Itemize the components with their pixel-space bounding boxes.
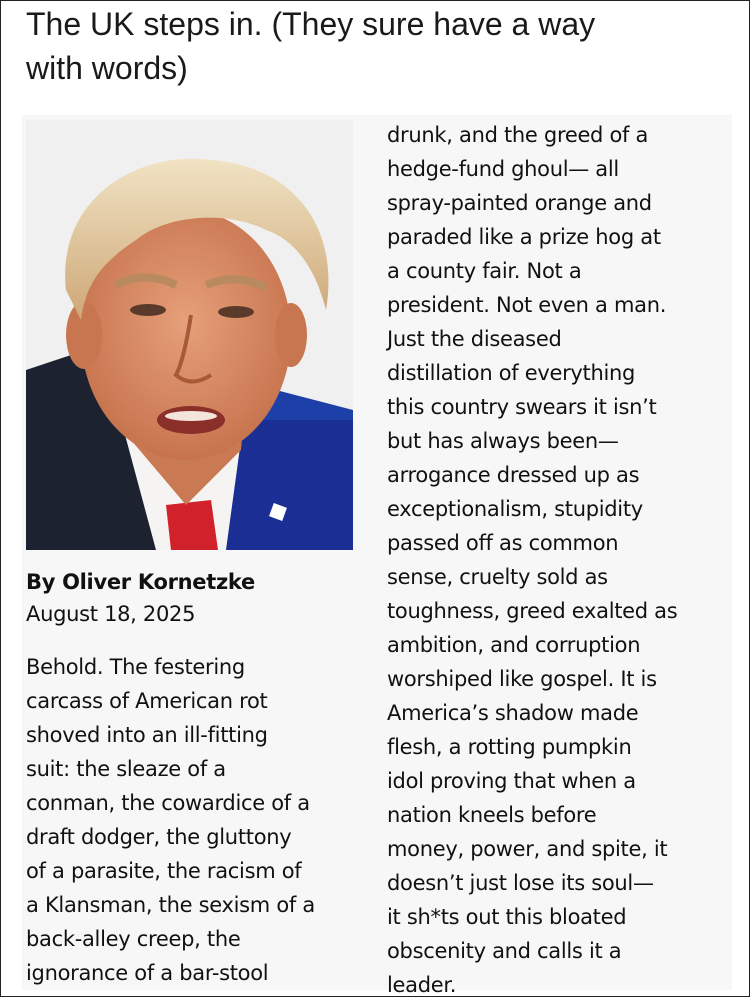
- article-line: nation kneels before: [387, 803, 597, 827]
- article-line: conman, the cowardice of a: [26, 791, 310, 815]
- article-line: spray-painted orange and: [387, 191, 652, 215]
- post-title-line: with words): [26, 50, 188, 86]
- article-line: idol proving that when a: [387, 769, 636, 793]
- publish-date: August 18, 2025: [26, 602, 196, 626]
- portrait-photo: [26, 120, 353, 550]
- article-line: flesh, a rotting pumpkin: [387, 735, 632, 759]
- article-line: of a parasite, the racism of: [26, 859, 302, 883]
- article-column-right: [387, 118, 727, 1002]
- article-line: arrogance dressed up as: [387, 463, 640, 487]
- byline: [26, 566, 255, 630]
- post-title: [26, 2, 726, 90]
- article-line: distillation of everything: [387, 361, 636, 385]
- article-line: passed off as common: [387, 531, 619, 555]
- article-line: ambition, and corruption: [387, 633, 641, 657]
- article-line: suit: the sleaze of a: [26, 757, 226, 781]
- article-column-left: [26, 650, 366, 990]
- article-line: doesn’t just lose its soul—: [387, 871, 654, 895]
- article-line: president. Not even a man.: [387, 293, 667, 317]
- portrait-illustration: [26, 120, 353, 550]
- article-line: draft dodger, the gluttony: [26, 825, 292, 849]
- article-line: a Klansman, the sexism of a: [26, 893, 315, 917]
- article-line: America’s shadow made: [387, 701, 639, 725]
- article-line: obscenity and calls it a: [387, 939, 622, 963]
- article-line: it sh*ts out this bloated: [387, 905, 627, 929]
- article-line: toughness, greed exalted as: [387, 599, 678, 623]
- article-line: Just the diseased: [387, 327, 562, 351]
- article-line: leader.: [387, 973, 457, 997]
- article-line: drunk, and the greed of a: [387, 123, 649, 147]
- article-line: carcass of American rot: [26, 689, 268, 713]
- article-line: back-alley creep, the: [26, 927, 241, 951]
- article-line: shoved into an ill-fitting: [26, 723, 268, 747]
- article-line: this country swears it isn’t: [387, 395, 657, 419]
- article-line: a county fair. Not a: [387, 259, 582, 283]
- post-title-line: The UK steps in. (They sure have a way: [26, 6, 596, 42]
- article-line: worshiped like gospel. It is: [387, 667, 657, 691]
- article-line: sense, cruelty sold as: [387, 565, 608, 589]
- article-line: paraded like a prize hog at: [387, 225, 661, 249]
- article-line: hedge-fund ghoul— all: [387, 157, 619, 181]
- article-line: ignorance of a bar-stool: [26, 961, 269, 985]
- author-name: By Oliver Kornetzke: [26, 570, 255, 594]
- article-line: money, power, and spite, it: [387, 837, 668, 861]
- article-line: but has always been—: [387, 429, 619, 453]
- article-line: exceptionalism, stupidity: [387, 497, 643, 521]
- article-line: Behold. The festering: [26, 655, 245, 679]
